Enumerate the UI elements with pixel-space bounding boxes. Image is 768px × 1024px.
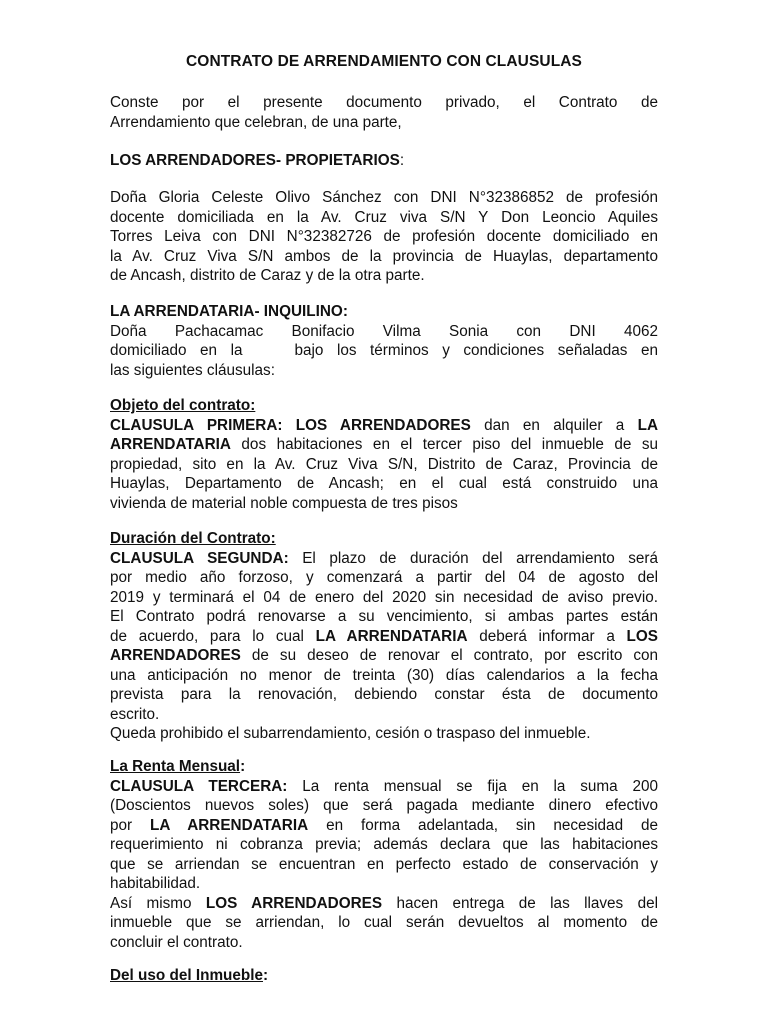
- text-line: Torres Leiva con DNI N°32382726 de profesión docente domiciliado en: [110, 228, 658, 245]
- section-heading: Duración del Contrato:: [110, 530, 276, 547]
- text-line: docente domiciliada en la Av. Cruz viva S/N Y Don Leoncio Aquiles: [110, 208, 658, 226]
- intro-paragraph: [110, 93, 658, 132]
- clause-label: CLAUSULA SEGUNDA:: [110, 549, 289, 567]
- section-heading: Del uso del Inmueble:: [110, 967, 269, 984]
- section-heading: La Renta Mensual:: [110, 758, 246, 775]
- text-line: Queda prohibido el subarrendamiento, cesión o traspaso del inmueble.: [110, 725, 591, 742]
- text-line: CLAUSULA TERCERA: La renta mensual se fija en la suma 200: [110, 777, 658, 795]
- heading-colon: :: [399, 152, 405, 169]
- text-line: ARRENDADORES de su deseo de renovar el contrato, por escrito con: [110, 647, 658, 664]
- text-line: (Doscientos nuevos soles) que será pagada mediante dinero efectivo: [110, 797, 658, 814]
- section-heading: LA ARRENDATARIA- INQUILINO:: [110, 303, 348, 320]
- text-line: ARRENDATARIA dos habitaciones en el tercer piso del inmueble de su: [110, 436, 658, 453]
- clause-label: CLAUSULA PRIMERA:: [110, 416, 283, 434]
- section-heading: LOS ARRENDADORES- PROPIETARIOS: [110, 152, 400, 169]
- text-line: propiedad, sito en la Av. Cruz Viva S/N, Distrito de Caraz, Provincia de: [110, 455, 658, 473]
- text-line: Doña Pachacamac Bonifacio Vilma Sonia con DNI 4062: [110, 322, 658, 340]
- text-line: El Contrato podrá renovarse a su vencimiento, si ambas partes están: [110, 608, 658, 625]
- text-line: inmueble que se arriendan, lo cual serán devueltos al momento de: [110, 914, 658, 931]
- duracion-section: [110, 529, 658, 744]
- clause-label: CLAUSULA TERCERA:: [110, 777, 288, 795]
- text-line: por medio año forzoso, y comenzará a partir del 04 de agosto del: [110, 569, 658, 586]
- text-line: Conste por el presente documento privado, el Contrato de: [110, 94, 658, 111]
- renta-section: [110, 757, 658, 952]
- section-heading: Objeto del contrato:: [110, 397, 256, 414]
- arrendadores-heading: [110, 151, 658, 171]
- text-line: de acuerdo, para lo cual LA ARRENDATARIA deberá informar a LOS: [110, 627, 658, 645]
- text-line: 2019 y terminará el 04 de enero del 2020 sin necesidad de aviso previo.: [110, 588, 658, 606]
- text-line: escrito.: [110, 705, 160, 723]
- document-title: CONTRATO DE ARRENDAMIENTO CON CLAUSULAS: [186, 53, 582, 70]
- text-line: prevista para la renovación, debiendo constar ésta de documento: [110, 686, 658, 703]
- text-line: habitabilidad.: [110, 875, 201, 892]
- text-line: CLAUSULA PRIMERA: LOS ARRENDADORES dan en alquiler a LA: [110, 416, 658, 434]
- text-line: concluir el contrato.: [110, 933, 243, 951]
- text-line: Doña Gloria Celeste Olivo Sánchez con DNI N°32386852 de profesión: [110, 189, 658, 206]
- arrendadores-paragraph: [110, 188, 658, 286]
- text-line: una anticipación no menor de treinta (30) días calendarios a la fecha: [110, 666, 658, 684]
- text-line: Así mismo LOS ARRENDADORES hacen entrega de las llaves del: [110, 894, 659, 912]
- text-line: Arrendamiento que celebran, de una parte,: [110, 113, 402, 131]
- text-line: domiciliado en la bajo los términos y condiciones señaladas en: [110, 342, 658, 359]
- text-line: requerimiento ni cobranza previa; además declara que las habitaciones: [110, 836, 658, 853]
- text-line: la Av. Cruz Viva S/N ambos de la provincia de Huaylas, departamento: [110, 247, 658, 265]
- text-line: las siguientes cláusulas:: [110, 361, 275, 379]
- text-line: de Ancash, distrito de Caraz y de la otra parte.: [110, 267, 425, 284]
- text-line: CLAUSULA SEGUNDA: El plazo de duración del arrendamiento será: [110, 549, 658, 567]
- arrendataria-section: [110, 302, 658, 380]
- text-line: que se arriendan se encuentran en perfecto estado de conservación y: [110, 855, 658, 873]
- uso-section: [110, 966, 658, 986]
- text-line: Huaylas, Departamento de Ancash; en el cual está construido una: [110, 475, 658, 492]
- text-line: vivienda de material noble compuesta de tres pisos: [110, 494, 458, 512]
- text-line: por LA ARRENDATARIA en forma adelantada, sin necesidad de: [110, 816, 658, 834]
- objeto-section: [110, 396, 658, 513]
